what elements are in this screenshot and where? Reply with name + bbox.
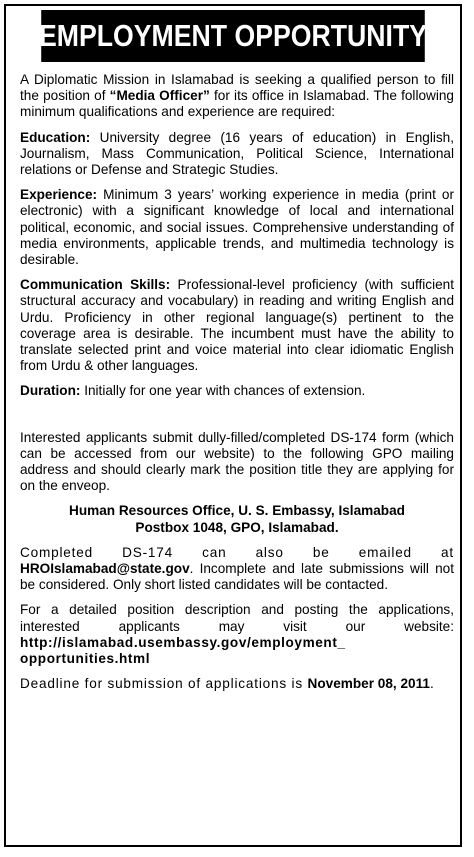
duration-paragraph (20, 383, 454, 399)
email-address[interactable]: HROIslamabad@state.gov (20, 561, 190, 577)
address-line-2: Postbox 1048, GPO, Islamabad. (135, 519, 339, 535)
deadline-date: November 08, 2011 (307, 676, 430, 692)
education-label: Education: (20, 129, 91, 145)
advertisement-box (4, 4, 462, 847)
email-text-end: . Incomplete and late submissions will not be considered. Only short listed candidates will be contacted. (20, 561, 454, 593)
communication-label: Communication Skills: (20, 277, 171, 293)
experience-text: Minimum 3 years’ working experience in media (print or electronic) with a significant knowledge of local and international political, economic, and social issues. Comprehensive understanding of media environments, applicable trends, and multimedia technology is desirable. (20, 187, 454, 268)
website-paragraph (20, 602, 454, 667)
duration-label: Duration: (20, 383, 81, 399)
deadline-period: . (429, 676, 434, 692)
communication-paragraph (20, 277, 454, 374)
intro-paragraph (20, 72, 454, 121)
communication-text: Professional-level proficiency (with sufficient structural accuracy and vocabulary) in reading and writing English and Urdu. Proficiency in other regional language(s) pertinent to the coverage area is desirable. The incumbent must have the ability to translate selected print and voice material into clear idiomatic English from Urdu & other languages. (20, 277, 455, 374)
position-title: “Media Officer” (109, 88, 210, 104)
education-paragraph (20, 130, 454, 179)
apply-paragraph: Interested applicants submit dully-filled/completed DS-174 form (which can be accessed from our website) to the following GPO mailing address and should clearly mark the position title they are applying for on the enveop. (20, 429, 454, 494)
intro-text: A Diplomatic Mission in Islamabad is seeking a qualified person to fill the position of (20, 72, 454, 104)
education-text: University degree (16 years of education) in English, Journalism, Mass Communication, Political Science, International relations or Defense and Strategic Studies. (20, 129, 454, 178)
intro-text-end: for its office in Islamabad. The following minimum qualifications and experience are required: (20, 88, 454, 120)
deadline-paragraph (20, 676, 454, 692)
experience-paragraph (20, 187, 454, 268)
email-text: Completed DS-174 can also be emailed at (20, 544, 454, 560)
email-paragraph (20, 545, 454, 594)
address-line-1: Human Resources Office, U. S. Embassy, Islamabad (69, 503, 405, 519)
ad-title: EMPLOYMENT OPPORTUNITY (41, 10, 425, 62)
website-link[interactable]: http://islamabad.usembassy.gov/employment_ opportunities.html (20, 634, 346, 667)
ad-body (20, 72, 454, 702)
mailing-address (20, 503, 454, 535)
experience-label: Experience: (20, 187, 98, 203)
deadline-text: Deadline for submission of applications is (20, 676, 308, 692)
duration-text: Initially for one year with chances of extension. (80, 383, 366, 399)
website-text: For a detailed position description and posting the applications, interested applicants may visit our website: (20, 602, 454, 634)
spacer (20, 409, 454, 430)
